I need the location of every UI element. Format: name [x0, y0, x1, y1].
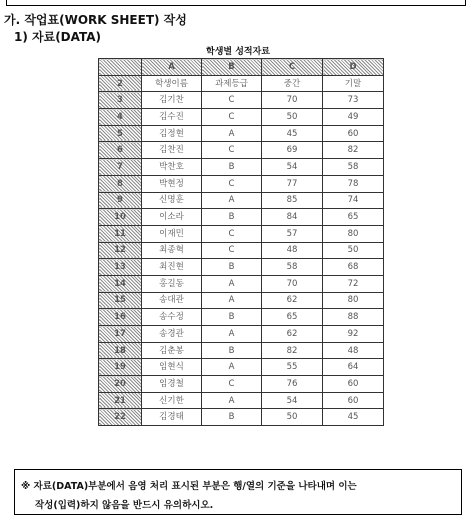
assignment-grade-cell: C	[202, 142, 262, 159]
final-score-cell: 80	[323, 292, 384, 309]
student-name-cell: 김수진	[142, 109, 202, 126]
table-title: 학생별 성적자료	[206, 47, 270, 57]
student-name-cell: 신기한	[142, 392, 202, 409]
assignment-grade-cell: B	[202, 209, 262, 226]
row-number: 18	[99, 342, 142, 359]
midterm-score-cell: 65	[262, 309, 323, 326]
row-number: 4	[99, 109, 142, 126]
student-name-cell: 이재민	[142, 225, 202, 242]
column-header-a: A	[142, 59, 202, 76]
midterm-score-cell: 54	[262, 392, 323, 409]
table-row	[99, 109, 384, 126]
final-score-cell: 58	[323, 159, 384, 176]
row-number: 16	[99, 309, 142, 326]
table-row	[99, 175, 384, 192]
final-score-cell: 48	[323, 342, 384, 359]
table-row	[99, 142, 384, 159]
header-student-name: 학생이름	[142, 75, 202, 92]
final-score-cell: 64	[323, 359, 384, 376]
top-frame	[6, 0, 466, 6]
midterm-score-cell: 55	[262, 359, 323, 376]
row-number: 6	[99, 142, 142, 159]
assignment-grade-cell: A	[202, 359, 262, 376]
data-table	[98, 58, 384, 426]
student-name-cell: 임경철	[142, 376, 202, 393]
assignment-grade-cell: A	[202, 392, 262, 409]
final-score-cell: 73	[323, 92, 384, 109]
column-header-b: B	[202, 59, 262, 76]
midterm-score-cell: 70	[262, 92, 323, 109]
midterm-score-cell: 50	[262, 109, 323, 126]
student-name-cell: 송대관	[142, 292, 202, 309]
row-number: 12	[99, 242, 142, 259]
row-number: 21	[99, 392, 142, 409]
row-number: 2	[99, 75, 142, 92]
row-number: 15	[99, 292, 142, 309]
header-assignment-grade: 과제등급	[202, 75, 262, 92]
midterm-score-cell: 45	[262, 125, 323, 142]
assignment-grade-cell: C	[202, 225, 262, 242]
midterm-score-cell: 48	[262, 242, 323, 259]
midterm-score-cell: 69	[262, 142, 323, 159]
midterm-score-cell: 77	[262, 175, 323, 192]
midterm-score-cell: 82	[262, 342, 323, 359]
assignment-grade-cell: A	[202, 192, 262, 209]
student-name-cell: 김정현	[142, 125, 202, 142]
midterm-score-cell: 62	[262, 292, 323, 309]
midterm-score-cell: 70	[262, 275, 323, 292]
final-score-cell: 92	[323, 326, 384, 343]
final-score-cell: 60	[323, 125, 384, 142]
header-midterm: 중간	[262, 75, 323, 92]
row-number: 22	[99, 409, 142, 426]
final-score-cell: 49	[323, 109, 384, 126]
midterm-score-cell: 85	[262, 192, 323, 209]
row-number: 10	[99, 209, 142, 226]
row-number: 11	[99, 225, 142, 242]
student-name-cell: 박현정	[142, 175, 202, 192]
final-score-cell: 68	[323, 259, 384, 276]
row-number: 20	[99, 376, 142, 393]
notice-line-2: 작성(입력)하지 않음을 반드시 유의하시오.	[35, 500, 214, 511]
row-number: 19	[99, 359, 142, 376]
table-row	[99, 125, 384, 142]
final-score-cell: 60	[323, 392, 384, 409]
assignment-grade-cell: C	[202, 376, 262, 393]
table-row	[99, 159, 384, 176]
final-score-cell: 72	[323, 275, 384, 292]
midterm-score-cell: 50	[262, 409, 323, 426]
notice-line-1: ※ 자료(DATA)부분에서 음영 처리 표시된 부분은 행/열의 기준을 나타내며 이는	[21, 481, 357, 492]
table-row	[99, 326, 384, 343]
row-number: 7	[99, 159, 142, 176]
assignment-grade-cell: C	[202, 109, 262, 126]
midterm-score-cell: 84	[262, 209, 323, 226]
student-name-cell: 최종혁	[142, 242, 202, 259]
table-row	[99, 342, 384, 359]
row-number: 8	[99, 175, 142, 192]
midterm-score-cell: 57	[262, 225, 323, 242]
table-row	[99, 259, 384, 276]
assignment-grade-cell: B	[202, 159, 262, 176]
corner-cell	[99, 59, 142, 76]
row-number: 17	[99, 326, 142, 343]
table-row	[99, 275, 384, 292]
table-row	[99, 225, 384, 242]
student-name-cell: 송수정	[142, 309, 202, 326]
row-number: 5	[99, 125, 142, 142]
final-score-cell: 82	[323, 142, 384, 159]
final-score-cell: 80	[323, 225, 384, 242]
assignment-grade-cell: A	[202, 292, 262, 309]
student-name-cell: 신명훈	[142, 192, 202, 209]
column-header-c: C	[262, 59, 323, 76]
column-header-d: D	[323, 59, 384, 76]
student-name-cell: 송경관	[142, 326, 202, 343]
table-row	[99, 359, 384, 376]
assignment-grade-cell: A	[202, 326, 262, 343]
assignment-grade-cell: B	[202, 342, 262, 359]
student-name-cell: 임현식	[142, 359, 202, 376]
final-score-cell: 88	[323, 309, 384, 326]
row-number: 3	[99, 92, 142, 109]
midterm-score-cell: 76	[262, 376, 323, 393]
final-score-cell: 65	[323, 209, 384, 226]
field-header-row	[99, 75, 384, 92]
student-name-cell: 박찬호	[142, 159, 202, 176]
table-row	[99, 409, 384, 426]
assignment-grade-cell: C	[202, 92, 262, 109]
table-row	[99, 209, 384, 226]
table-row	[99, 392, 384, 409]
assignment-grade-cell: C	[202, 242, 262, 259]
student-name-cell: 이소라	[142, 209, 202, 226]
final-score-cell: 60	[323, 376, 384, 393]
student-name-cell: 홍길동	[142, 275, 202, 292]
header-final: 기말	[323, 75, 384, 92]
student-name-cell: 김기찬	[142, 92, 202, 109]
notice-box	[14, 469, 462, 515]
student-name-cell: 김찬진	[142, 142, 202, 159]
assignment-grade-cell: C	[202, 175, 262, 192]
assignment-grade-cell: B	[202, 409, 262, 426]
table-row	[99, 92, 384, 109]
final-score-cell: 45	[323, 409, 384, 426]
midterm-score-cell: 54	[262, 159, 323, 176]
midterm-score-cell: 62	[262, 326, 323, 343]
assignment-grade-cell: B	[202, 309, 262, 326]
column-header-row	[99, 59, 384, 76]
student-name-cell: 최진현	[142, 259, 202, 276]
student-name-cell: 김경태	[142, 409, 202, 426]
assignment-grade-cell: A	[202, 275, 262, 292]
row-number: 14	[99, 275, 142, 292]
subsection-heading: 1) 자료(DATA)	[14, 30, 102, 44]
table-row	[99, 192, 384, 209]
table-row	[99, 242, 384, 259]
section-heading: 가. 작업표(WORK SHEET) 작성	[4, 13, 187, 27]
row-number: 9	[99, 192, 142, 209]
final-score-cell: 50	[323, 242, 384, 259]
final-score-cell: 78	[323, 175, 384, 192]
table-row	[99, 309, 384, 326]
final-score-cell: 74	[323, 192, 384, 209]
student-name-cell: 김춘봉	[142, 342, 202, 359]
assignment-grade-cell: B	[202, 259, 262, 276]
assignment-grade-cell: A	[202, 125, 262, 142]
table-row	[99, 292, 384, 309]
table-row	[99, 376, 384, 393]
midterm-score-cell: 58	[262, 259, 323, 276]
row-number: 13	[99, 259, 142, 276]
